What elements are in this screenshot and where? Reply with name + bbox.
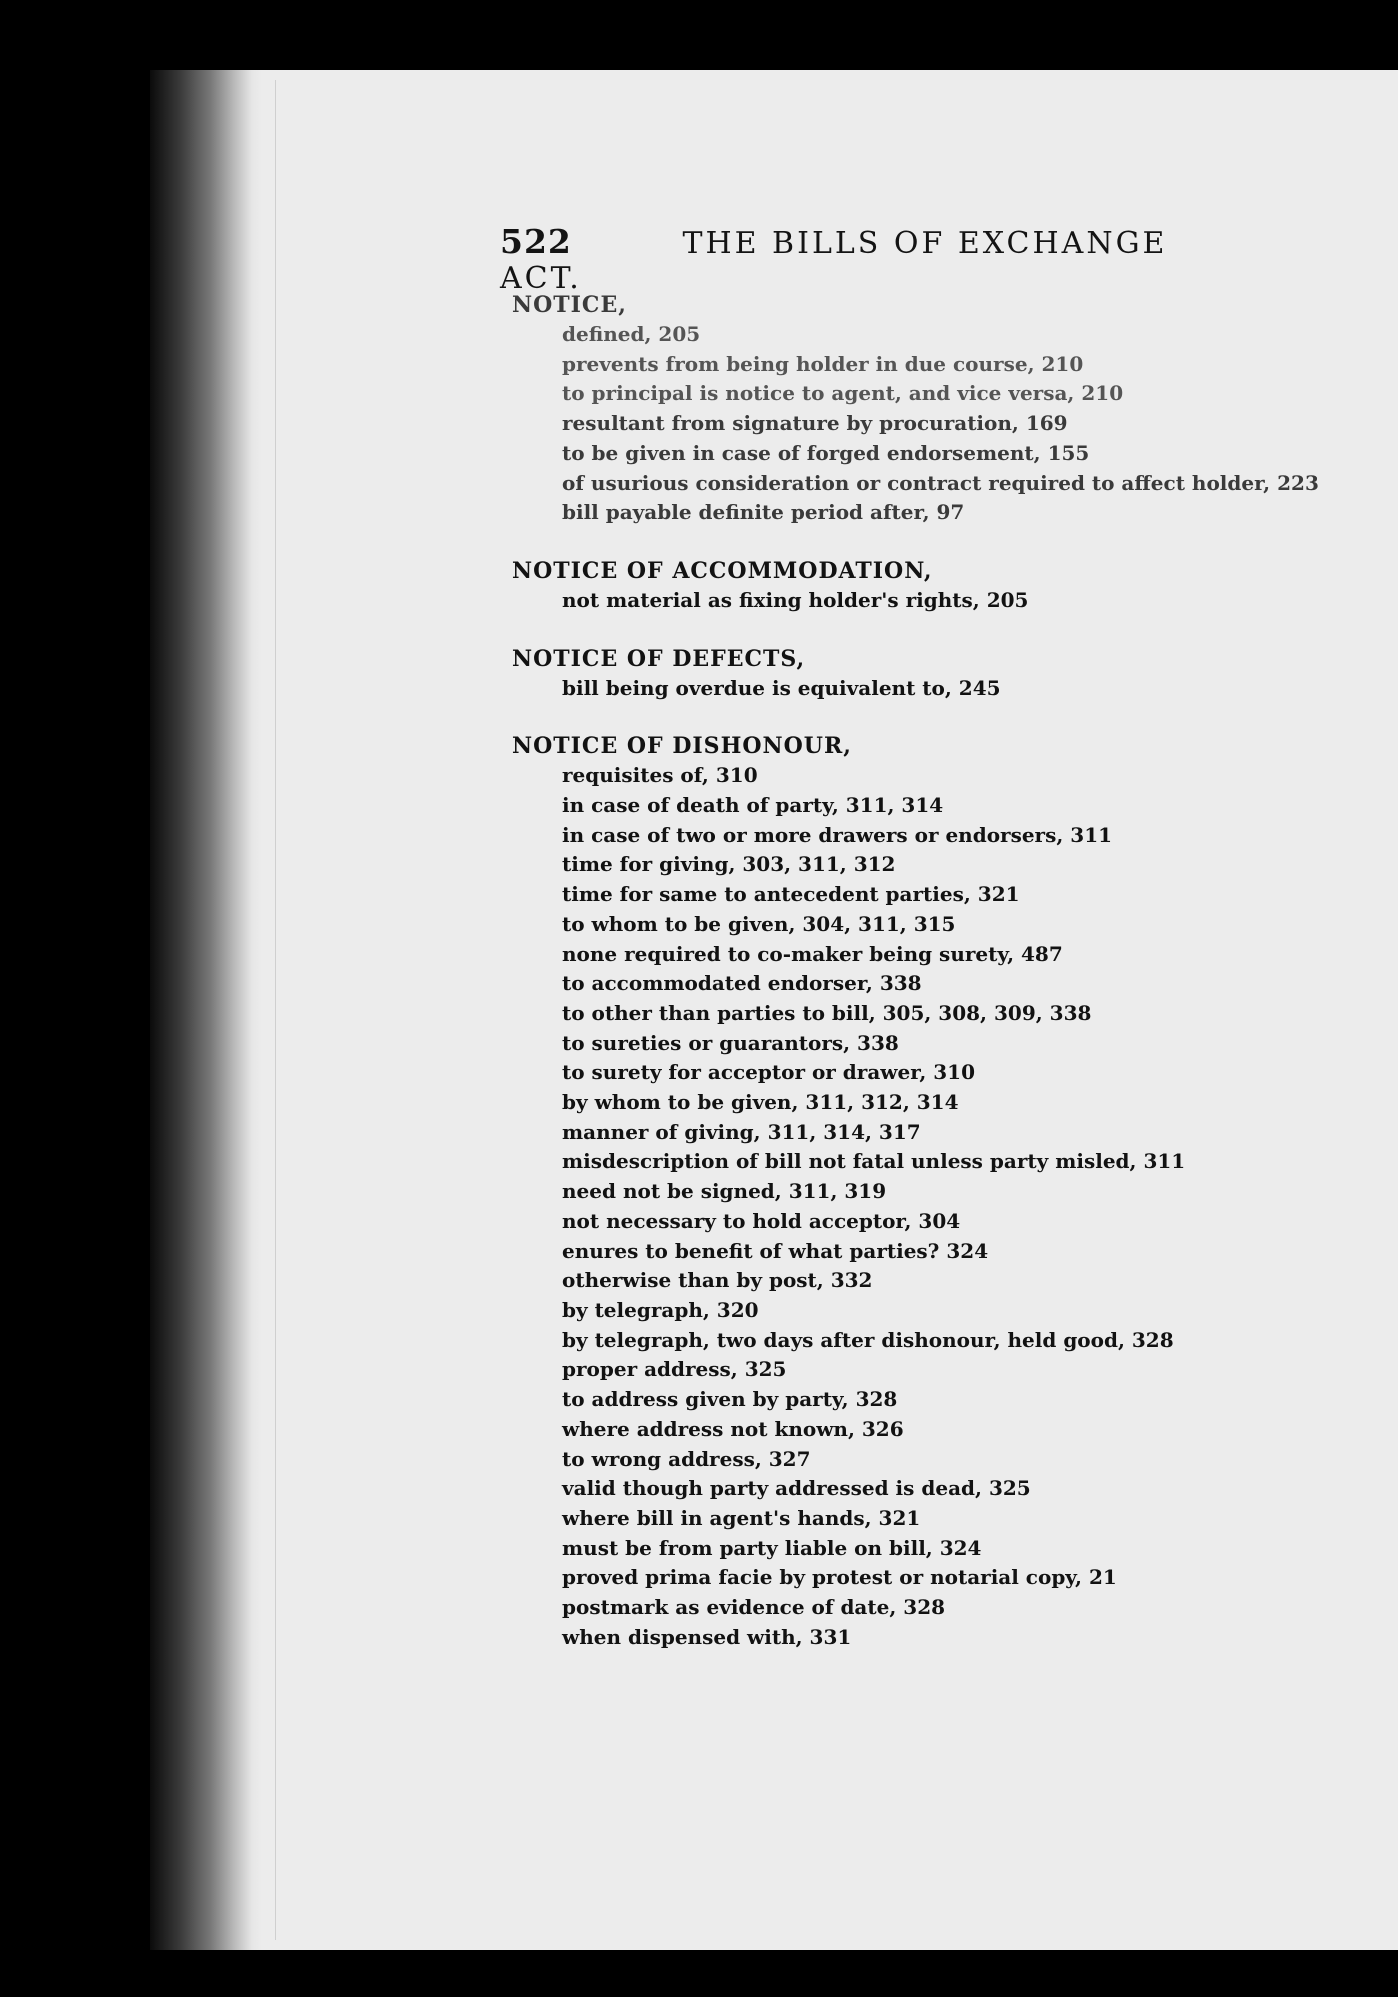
index-entry: to accommodated endorser, 338	[562, 971, 922, 996]
index-entry: to surety for acceptor or drawer, 310	[562, 1060, 975, 1085]
index-entry: bill payable definite period after, 97	[562, 500, 965, 525]
index-entry: in case of two or more drawers or endorsers, 311	[562, 822, 1113, 847]
index-entry: by telegraph, two days after dishonour, held good, 328	[562, 1327, 1174, 1352]
index-entry: time for same to antecedent parties, 321	[562, 882, 1020, 907]
index-entry: to address given by party, 328	[562, 1387, 898, 1412]
running-head	[500, 222, 1200, 296]
index-entry: to other than parties to bill, 305, 308, 309, 338	[562, 1000, 1092, 1025]
index-entry: not necessary to hold acceptor, 304	[562, 1208, 961, 1233]
index-entry: of usurious consideration or contract required to affect holder, 223	[562, 470, 1319, 495]
index-entry-list	[512, 761, 1272, 1652]
index-entry: must be from party liable on bill, 324	[562, 1535, 982, 1560]
index-section-notice-of-defects	[512, 644, 1272, 704]
index-heading: NOTICE OF DEFECTS,	[512, 645, 806, 672]
index-entry: to be given in case of forged endorsement, 155	[562, 440, 1090, 465]
page-edges	[150, 70, 270, 1950]
index-entry: to principal is notice to agent, and vice versa, 210	[562, 381, 1124, 406]
index-entry: where address not known, 326	[562, 1416, 904, 1441]
index-entry: to wrong address, 327	[562, 1446, 811, 1471]
index-entry: enures to benefit of what parties? 324	[562, 1238, 989, 1263]
index-heading: NOTICE OF DISHONOUR,	[512, 733, 852, 760]
index-entry-list	[512, 674, 1272, 704]
index-entry: none required to co-maker being surety, 487	[562, 941, 1063, 966]
index-entry: proved prima facie by protest or notarial copy, 21	[562, 1565, 1117, 1590]
index-section-notice-of-accommodation	[512, 556, 1272, 616]
page-number: 522	[500, 222, 572, 261]
index-entry: manner of giving, 311, 314, 317	[562, 1119, 921, 1144]
index-heading: NOTICE,	[512, 292, 627, 318]
index-entry: when dispensed with, 331	[562, 1624, 852, 1649]
index-entry: prevents from being holder in due course, 210	[562, 351, 1084, 376]
index-entry: postmark as evidence of date, 328	[562, 1595, 946, 1620]
page-gutter-line	[275, 80, 276, 1940]
index-entry: time for giving, 303, 311, 312	[562, 852, 896, 877]
index-entry: valid though party addressed is dead, 325	[562, 1476, 1031, 1501]
index-entry: bill being overdue is equivalent to, 245	[562, 675, 1001, 700]
index-entry-list	[512, 320, 1319, 528]
index-entry: by whom to be given, 311, 312, 314	[562, 1090, 959, 1115]
index-entry: defined, 205	[562, 322, 701, 346]
index-entry: requisites of, 310	[562, 763, 758, 788]
index-entry: misdescription of bill not fatal unless party misled, 311	[562, 1149, 1186, 1174]
index-entry: otherwise than by post, 332	[562, 1268, 873, 1293]
index-section-notice-of-dishonour	[512, 731, 1272, 1652]
index-entry: proper address, 325	[562, 1357, 787, 1382]
index-body	[512, 290, 1319, 1676]
index-entry: by telegraph, 320	[562, 1297, 759, 1322]
index-entry: need not be signed, 311, 319	[562, 1179, 887, 1204]
index-entry: in case of death of party, 311, 314	[562, 793, 944, 818]
index-entry: resultant from signature by procuration, 169	[562, 411, 1068, 436]
index-section-notice	[512, 290, 1319, 528]
index-entry: where bill in agent's hands, 321	[562, 1505, 921, 1530]
index-entry: not material as fixing holder's rights, 205	[562, 587, 1029, 612]
running-title: THE BILLS OF EXCHANGE ACT.	[500, 226, 1168, 296]
index-entry: to sureties or guarantors, 338	[562, 1030, 899, 1055]
index-entry-list	[512, 586, 1272, 616]
index-entry: to whom to be given, 304, 311, 315	[562, 911, 956, 936]
index-heading: NOTICE OF ACCOMMODATION,	[512, 557, 933, 584]
